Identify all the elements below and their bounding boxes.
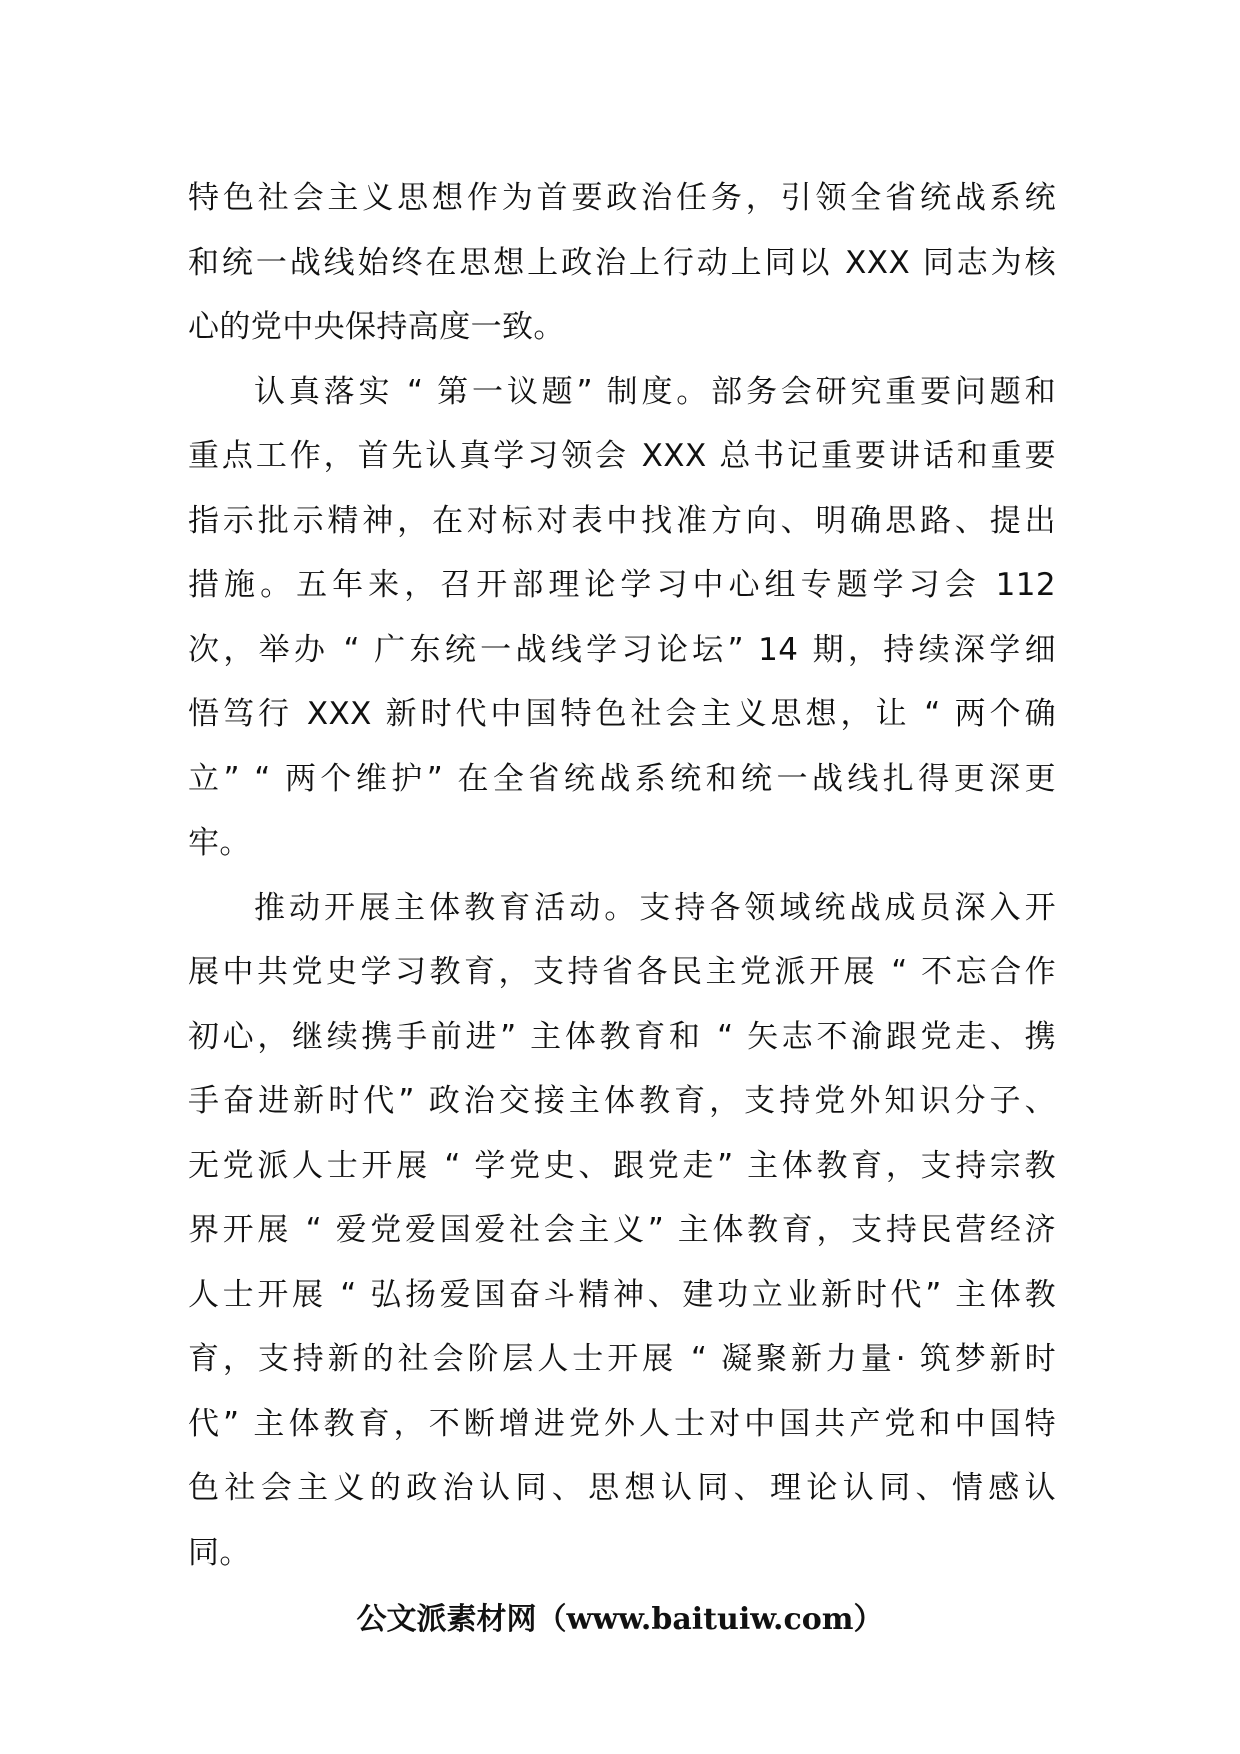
text-line: 代” 主体教育，不断增进党外人士对中国共产党和中国特 — [188, 1405, 1056, 1442]
text-line: 色社会主义的政治认同、思想认同、理论认同、情感认 — [188, 1470, 1056, 1506]
text-line: 重点工作，首先认真学习领会 XXX 总书记重要讲话和重要 — [188, 438, 1056, 474]
text-line: 指示批示精神，在对标对表中找准方向、明确思路、提出 — [188, 502, 1056, 539]
text-line: 次，举办 “ 广东统一战线学习论坛” 14 期，持续深学细 — [188, 631, 1056, 668]
footer-watermark: 公文派素材网（www.baituiw.com） — [356, 1602, 884, 1637]
text-line: 心的党中央保持高度一致。 — [188, 309, 565, 345]
text-line: 同。 — [188, 1534, 251, 1571]
text-line: 牢。 — [188, 825, 251, 861]
text-line: 育，支持新的社会阶层人士开展 “ 凝聚新力量· 筑梦新时 — [188, 1341, 1056, 1377]
text-line: 和统一战线始终在思想上政治上行动上同以 XXX 同志为核 — [188, 244, 1056, 281]
paragraph-first-line: 推动开展主体教育活动。支持各领域统战成员深入开 — [254, 889, 1056, 926]
text-line: 展中共党史学习教育，支持省各民主党派开展 “ 不忘合作 — [188, 954, 1056, 990]
text-line: 初心，继续携手前进” 主体教育和 “ 矢志不渝跟党走、携 — [188, 1018, 1056, 1055]
text-line: 手奋进新时代” 政治交接主体教育，支持党外知识分子、 — [188, 1083, 1056, 1119]
text-line: 无党派人士开展 “ 学党史、跟党走” 主体教育，支持宗教 — [188, 1147, 1056, 1184]
text-line: 界开展 “ 爱党爱国爱社会主义” 主体教育，支持民营经济 — [188, 1212, 1056, 1248]
text-line: 特色社会主义思想作为首要政治任务，引领全省统战系统 — [188, 180, 1056, 216]
text-line: 人士开展 “ 弘扬爱国奋斗精神、建功立业新时代” 主体教 — [188, 1276, 1056, 1313]
paragraph-first-line: 认真落实 “ 第一议题” 制度。部务会研究重要问题和 — [254, 373, 1056, 410]
text-line: 悟笃行 XXX 新时代中国特色社会主义思想，让 “ 两个确 — [188, 696, 1056, 732]
text-line: 措施。五年来，召开部理论学习中心组专题学习会 112 — [188, 567, 1056, 603]
document-body — [188, 166, 1056, 1585]
text-line: 立” “ 两个维护” 在全省统战系统和统一战线扎得更深更 — [188, 760, 1056, 797]
